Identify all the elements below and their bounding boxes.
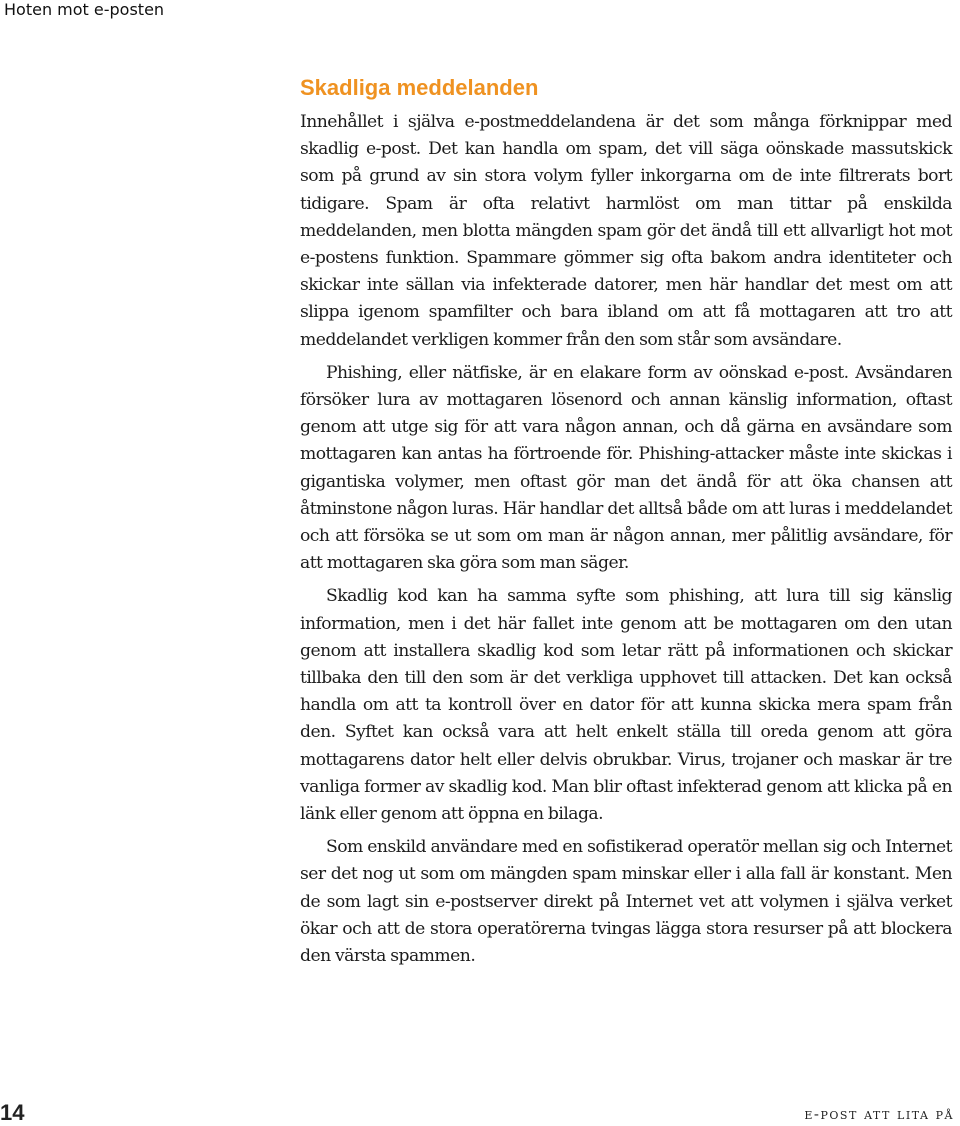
paragraph-malware: Skadlig kod kan ha samma syfte som phishing, att lura till sig känslig information, men i det här fallet inte genom att be mottagaren om den utan genom att installera skadlig kod som letar rätt på informationen och skickar tillbaka den till den som är det verkliga upphovet till attacken. Det kan också handla om att ta kontroll över en dator för att kunna skicka mera spam från den. Syftet kan också vara att helt enkelt ställa till oreda genom att göra mottagarens dator helt eller delvis obrukbar. Virus, trojaner och maskar är tre vanliga former av skadlig kod. Man blir oftast infekterad genom att klicka på en länk eller genom att öppna en bilaga. (300, 586, 952, 825)
section-heading: Skadliga meddelanden (300, 75, 539, 100)
article-body (300, 109, 952, 976)
running-footer-title: e-post att lita på (804, 1105, 954, 1123)
paragraph-phishing: Phishing, eller nätfiske, är en elakare form av oönskad e-post. Avsändaren försöker lura av mottagaren lösenord och annan känslig information, oftast genom att utge sig för att vara någon annan, och då gärna en avsändare som mottagaren kan antas ha förtroende för. Phishing-attacker måste inte skickas i gigantiska volymer, men oftast gör man det ändå för att öka chansen att åtminstone någon luras. Här handlar det alltså både om att luras i meddelandet och att försöka se ut som om man är någon annan, mer pålitlig avsändare, för att mottagaren ska göra som man säger. (300, 362, 952, 574)
paragraph-volume: Som enskild användare med en sofistikerad operatör mellan sig och Internet ser det nog ut som om mängden spam minskar eller i alla fall är konstant. Men de som lagt sin e-postserver direkt på Internet vet att volymen i själva verket ökar och att de stora operatörerna tvingas lägga stora resurser på att blockera den värsta spammen. (300, 837, 952, 967)
paragraph-spam: Innehållet i själva e-postmeddelandena är det som många förknippar med skadlig e-post. Det kan handla om spam, det vill säga oönskade massutskick som på grund av sin stora volym fyller inkorgarna om de inte filtrerats bort tidigare. Spam är ofta relativt harmlöst om man tittar på enskilda meddelanden, men blotta mängden spam gör det ändå till ett allvarligt hot mot e-postens funktion. Spammare gömmer sig ofta bakom andra identiteter och skickar inte sällan via infekterade datorer, men här handlar det mest om att slippa igenom spamfilter och bara ibland om att få mottagaren att tro att meddelandet verkligen kommer från den som står som avsändare. (300, 112, 952, 350)
page-number: 14 (0, 1100, 25, 1125)
running-header-title: Hoten mot e-posten (4, 0, 165, 19)
